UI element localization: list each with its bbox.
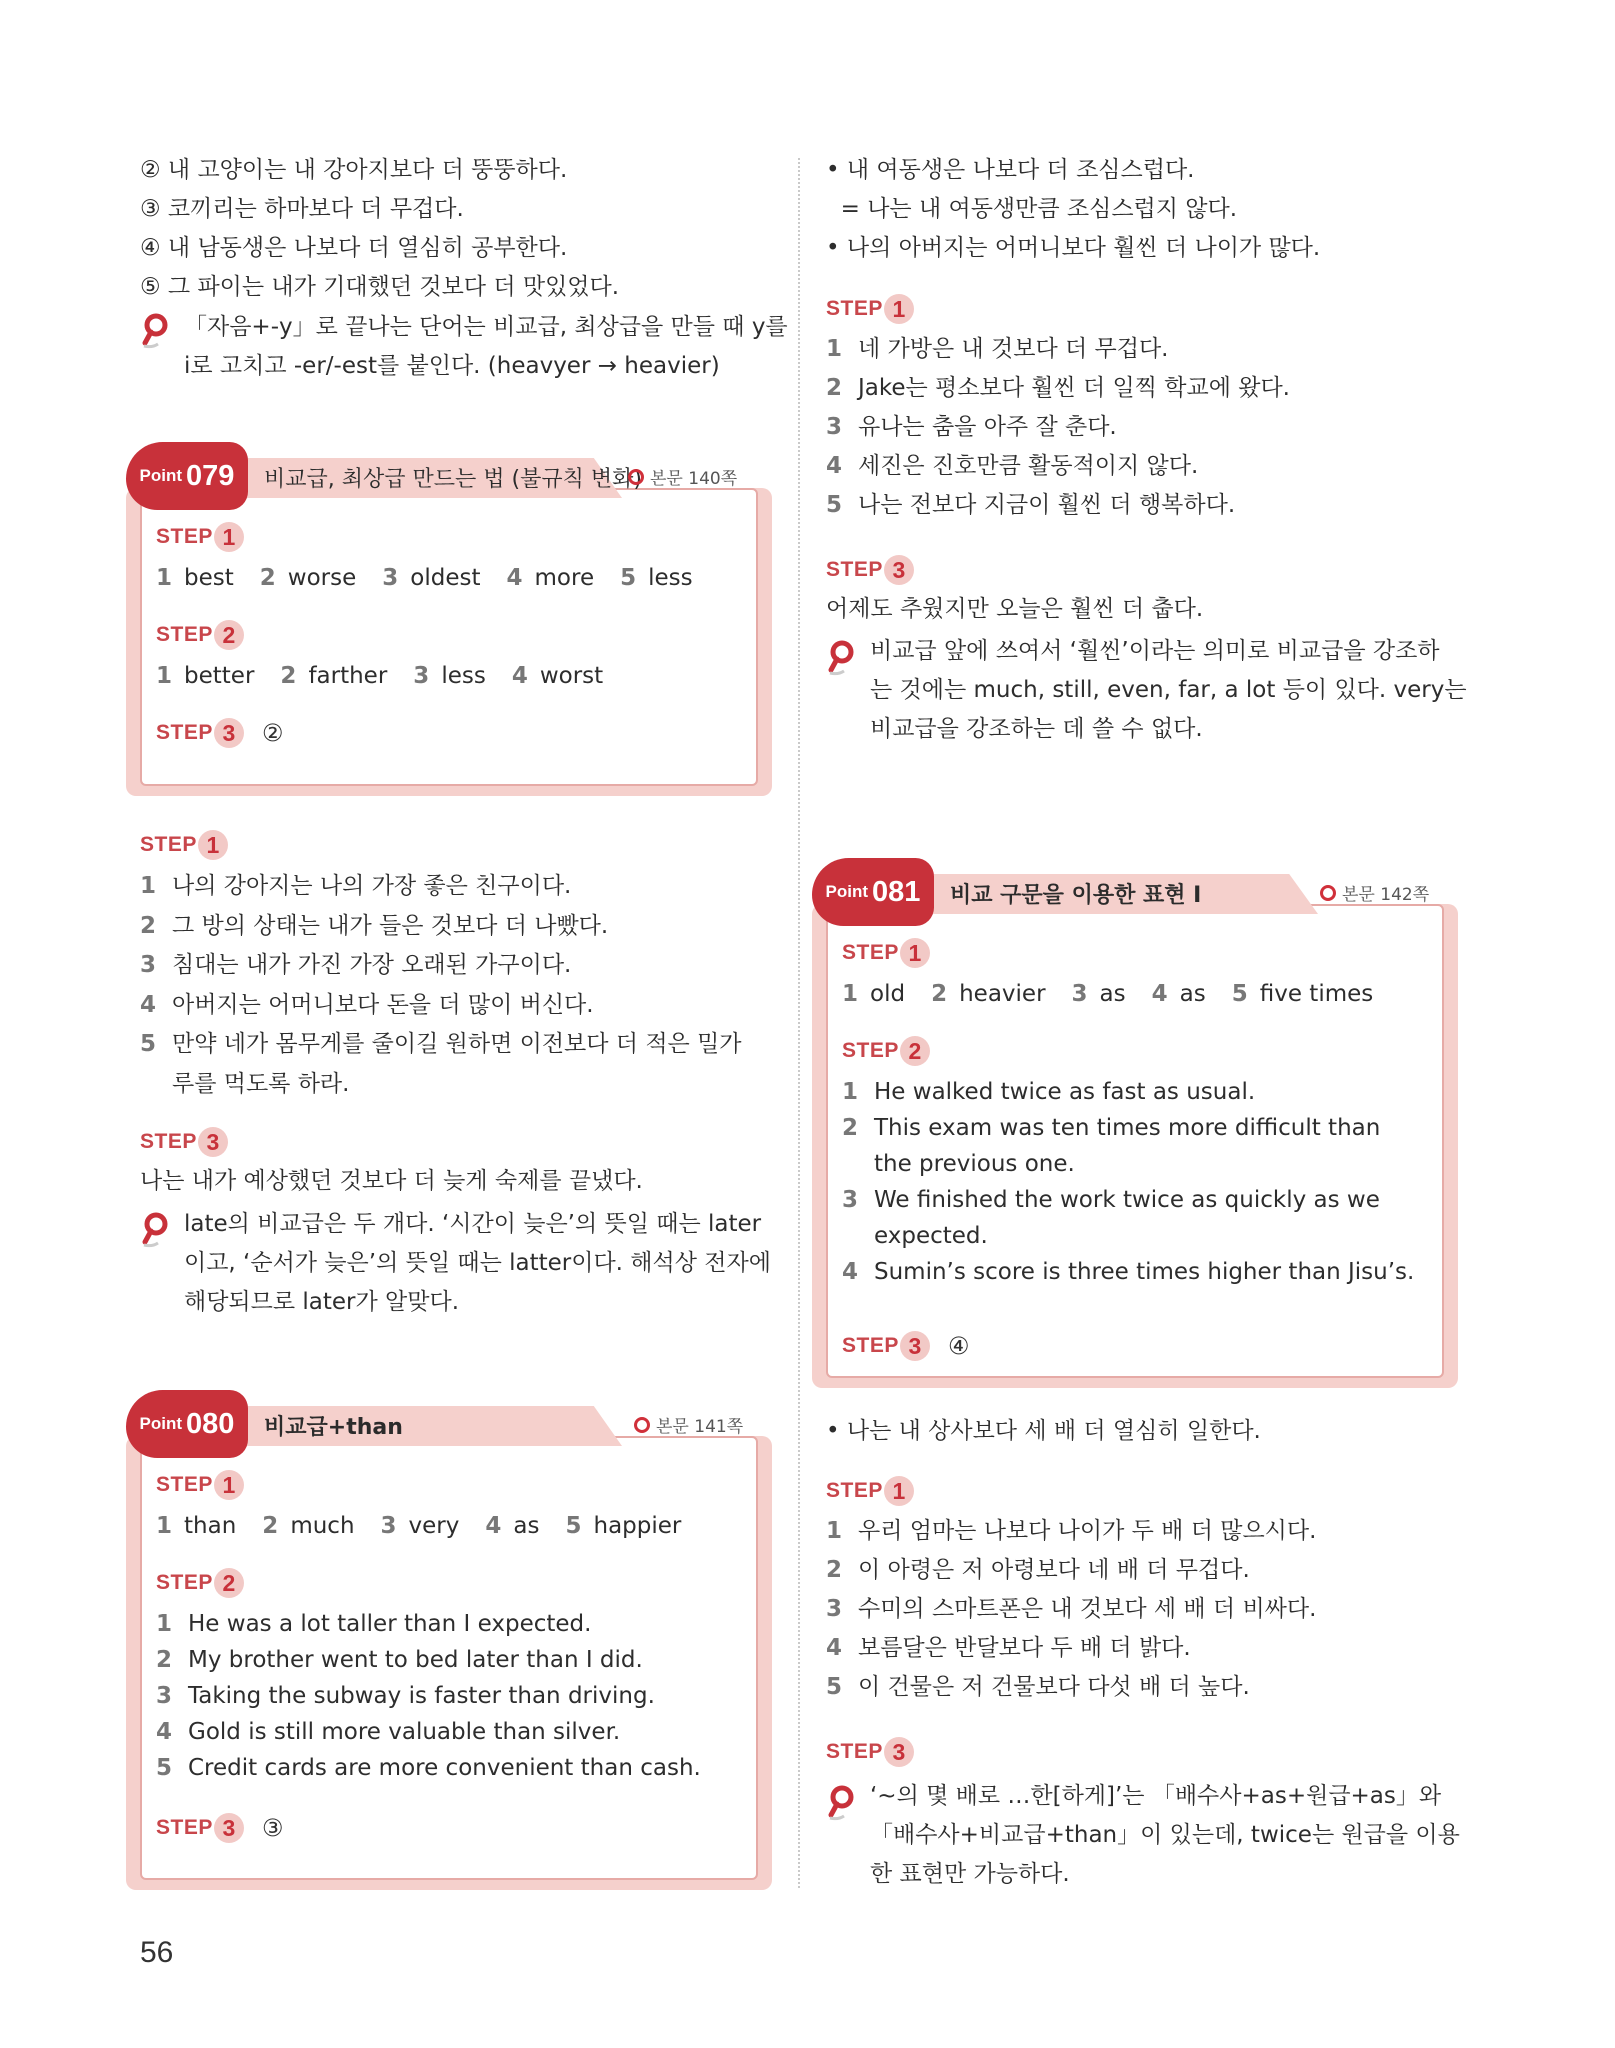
numbered-sentence xyxy=(842,1221,988,1251)
step-label: STEP 1 xyxy=(156,520,244,554)
step-label: STEP 1 xyxy=(156,1468,244,1502)
numbered-sentence xyxy=(140,911,608,941)
sentence-text: 유나는 춤을 아주 잘 춘다. xyxy=(858,414,1117,440)
answer-item: as xyxy=(1099,981,1126,1007)
step3-answer: ② xyxy=(261,719,284,747)
answer-item: worst xyxy=(539,663,604,689)
answer-item: as xyxy=(1179,981,1206,1007)
step-label: STEP 2 xyxy=(156,1566,244,1600)
sentence-text: Sumin’s score is three times higher than Jisu’s. xyxy=(874,1259,1415,1285)
tip-line: 한 표현만 가능하다. xyxy=(870,1861,1070,1887)
column-divider xyxy=(798,158,800,1888)
numbered-sentence xyxy=(842,1113,1380,1143)
key-tip-icon xyxy=(140,313,170,353)
tip-line: 는 것에는 much, still, even, far, a lot 등이 있다. very는 xyxy=(870,677,1467,703)
step-label: STEP 2 xyxy=(156,618,244,652)
sentence-text: 보름달은 반달보다 두 배 더 밝다. xyxy=(858,1635,1191,1661)
point-079-ref: 본문 140쪽 xyxy=(628,464,737,489)
answer-item: farther xyxy=(308,663,388,689)
item-number: 5 xyxy=(140,1031,157,1057)
bullet-line: • 내 여동생은 나보다 더 조심스럽다. xyxy=(826,157,1195,183)
key-tip-icon xyxy=(826,640,856,680)
tip-line: 「자음+-y」로 끝나는 단어는 비교급, 최상급을 만들 때 y를 xyxy=(184,314,788,340)
sentence-text: Taking the subway is faster than driving. xyxy=(188,1683,655,1709)
step1-answers xyxy=(842,979,1399,1009)
numbered-sentence xyxy=(826,373,1290,403)
bullet-line: = 나는 내 여동생만큼 조심스럽지 않다. xyxy=(826,196,1238,222)
sentence-text: 침대는 내가 가진 가장 오래된 가구이다. xyxy=(172,952,572,978)
answer-item: more xyxy=(534,565,595,591)
step-label: STEP 1 xyxy=(826,292,914,326)
item-number: 3 xyxy=(842,1187,859,1213)
ref-marker-icon xyxy=(628,469,644,485)
step-label: STEP 3 ④ xyxy=(842,1332,970,1360)
answer-item: best xyxy=(184,565,234,591)
step-label: STEP 1 xyxy=(826,1474,914,1508)
step3-answer: ③ xyxy=(261,1814,284,1842)
bullet-line: • 나는 내 상사보다 세 배 더 열심히 일한다. xyxy=(826,1418,1261,1444)
item-number: 1 xyxy=(842,1079,859,1105)
answer-item: very xyxy=(408,1513,460,1539)
sentence-text: 수미의 스마트폰은 내 것보다 세 배 더 비싸다. xyxy=(858,1596,1317,1622)
item-number: 3 xyxy=(1071,981,1088,1007)
point-081-title: 비교 구문을 이용한 표현 I xyxy=(950,883,1202,908)
item-number: 5 xyxy=(1231,981,1248,1007)
sentence-text: 네 가방은 내 것보다 더 무겁다. xyxy=(858,336,1169,362)
answer-item: much xyxy=(290,1513,355,1539)
item-number: 4 xyxy=(842,1259,859,1285)
tip-line: 「배수사+비교급+than」이 있는데, twice는 원급을 이용 xyxy=(870,1822,1460,1848)
page-number: 56 xyxy=(140,1936,174,1969)
numbered-sentence xyxy=(156,1645,643,1675)
intro-line: ③ 코끼리는 하마보다 더 무겁다. xyxy=(140,196,464,222)
point-081-box xyxy=(812,858,1458,1378)
item-number: 2 xyxy=(280,663,297,689)
item-number: 4 xyxy=(511,663,528,689)
item-number: 4 xyxy=(1151,981,1168,1007)
sentence-text: We finished the work twice as quickly as we xyxy=(874,1187,1380,1213)
point-080-ref: 본문 141쪽 xyxy=(634,1412,743,1437)
sentence-text: 만약 네가 몸무게를 줄이길 원하면 이전보다 더 적은 밀가 xyxy=(172,1031,742,1057)
item-number: 4 xyxy=(140,991,157,1018)
answer-item: worse xyxy=(287,565,357,591)
step2-answers xyxy=(156,661,629,691)
sentence-text: 나는 전보다 지금이 훨씬 더 행복하다. xyxy=(858,492,1236,518)
sentence-text: expected. xyxy=(874,1223,988,1249)
tip-note xyxy=(184,1205,771,1322)
numbered-sentence xyxy=(826,1594,1316,1624)
answer-item: five times xyxy=(1259,981,1374,1007)
tip-line: i로 고치고 -er/-est를 붙인다. (heavyer → heavier) xyxy=(184,353,720,379)
tip-note xyxy=(870,632,1467,749)
sentence-text: 루를 먹도록 하라. xyxy=(172,1070,350,1097)
numbered-sentence xyxy=(826,334,1168,364)
numbered-sentence xyxy=(842,1077,1255,1107)
numbered-sentence xyxy=(156,1753,701,1783)
sentence-text: 나의 강아지는 나의 가장 좋은 친구이다. xyxy=(172,873,572,899)
sentence-text: Gold is still more valuable than silver. xyxy=(188,1719,621,1745)
point-080-title: 비교급+than xyxy=(264,1415,403,1440)
item-number: 4 xyxy=(826,453,843,479)
sentence-text: This exam was ten times more difficult than xyxy=(874,1115,1381,1141)
item-number: 2 xyxy=(140,912,157,939)
numbered-sentence xyxy=(140,950,571,980)
step3-sentence: 어제도 추웠지만 오늘은 훨씬 더 춥다. xyxy=(826,596,1204,622)
item-number: 3 xyxy=(826,414,843,440)
item-number: 1 xyxy=(140,873,157,899)
numbered-sentence xyxy=(140,871,571,901)
sentence-text: 아버지는 어머니보다 돈을 더 많이 버신다. xyxy=(172,991,594,1018)
numbered-sentence xyxy=(140,1029,742,1059)
numbered-sentence xyxy=(826,490,1235,520)
tip-line: 이고, ‘순서가 늦은’의 뜻일 때는 latter이다. 해석상 전자에 xyxy=(184,1250,771,1276)
numbered-sentence xyxy=(842,1257,1414,1287)
step1-answers xyxy=(156,1511,707,1541)
numbered-sentence xyxy=(826,1672,1250,1702)
point-079-title: 비교급, 최상급 만드는 법 (불규칙 변화) xyxy=(264,467,642,492)
item-number: 2 xyxy=(156,1647,173,1673)
tip-note xyxy=(870,1777,1460,1894)
item-number: 2 xyxy=(259,565,276,591)
numbered-sentence xyxy=(140,1069,349,1099)
answer-item: than xyxy=(184,1513,237,1539)
tip-line: late의 비교급은 두 개다. ‘시간이 늦은’의 뜻일 때는 later xyxy=(184,1211,762,1237)
item-number: 4 xyxy=(826,1635,843,1661)
numbered-sentence xyxy=(140,990,594,1020)
answer-item: less xyxy=(441,663,486,689)
sentence-text: Credit cards are more convenient than cash. xyxy=(188,1755,701,1781)
numbered-sentence xyxy=(826,412,1117,442)
item-number: 3 xyxy=(140,952,157,978)
bullet-line: • 나의 아버지는 어머니보다 훨씬 더 나이가 많다. xyxy=(826,235,1321,261)
item-number: 2 xyxy=(262,1513,279,1539)
sentence-text: 그 방의 상태는 내가 들은 것보다 더 나빴다. xyxy=(172,912,609,939)
item-number: 5 xyxy=(826,1674,843,1700)
point-079-badge: Point 079 xyxy=(126,442,248,510)
item-number: 1 xyxy=(156,565,173,591)
item-number: 2 xyxy=(931,981,948,1007)
item-number: 2 xyxy=(826,1557,843,1583)
sentence-text: 우리 엄마는 나보다 나이가 두 배 더 많으시다. xyxy=(858,1518,1317,1544)
step-label: STEP 3 xyxy=(826,553,914,587)
item-number: 1 xyxy=(842,981,859,1007)
item-number: 1 xyxy=(156,663,173,689)
item-number: 2 xyxy=(842,1115,859,1141)
numbered-sentence xyxy=(156,1609,591,1639)
tip-line: 해당되므로 later가 알맞다. xyxy=(184,1289,460,1315)
item-number: 5 xyxy=(620,565,637,591)
item-number: 2 xyxy=(826,375,843,401)
answer-item: old xyxy=(870,981,906,1007)
item-number: 5 xyxy=(565,1513,582,1539)
answer-item: as xyxy=(513,1513,540,1539)
tip-line: ‘~의 몇 배로 …한[하게]’는 「배수사+as+원급+as」와 xyxy=(870,1783,1442,1809)
key-tip-icon xyxy=(826,1785,856,1825)
answer-item: happier xyxy=(593,1513,682,1539)
ref-marker-icon xyxy=(634,1417,650,1433)
sentence-text: He was a lot taller than I expected. xyxy=(188,1611,592,1637)
numbered-sentence xyxy=(826,1633,1191,1663)
answer-item: heavier xyxy=(959,981,1046,1007)
item-number: 4 xyxy=(156,1719,173,1745)
point-081-ref: 본문 142쪽 xyxy=(1320,880,1429,905)
item-number: 1 xyxy=(826,336,843,362)
key-tip-icon xyxy=(140,1212,170,1252)
item-number: 4 xyxy=(506,565,523,591)
point-080-box xyxy=(126,1390,772,1880)
numbered-sentence xyxy=(842,1149,1075,1179)
step-label: STEP 3 ③ xyxy=(156,1814,284,1842)
point-080-badge: Point 080 xyxy=(126,1390,248,1458)
ref-marker-icon xyxy=(1320,885,1336,901)
sentence-text: 이 건물은 저 건물보다 다섯 배 더 높다. xyxy=(858,1674,1250,1700)
intro-line: ⑤ 그 파이는 내가 기대했던 것보다 더 맛있었다. xyxy=(140,274,620,300)
item-number: 1 xyxy=(826,1518,843,1544)
numbered-sentence xyxy=(842,1185,1380,1215)
item-number: 3 xyxy=(413,663,430,689)
tip-line: 비교급을 강조하는 데 쓸 수 없다. xyxy=(870,716,1203,742)
item-number: 1 xyxy=(156,1611,173,1637)
numbered-sentence xyxy=(826,1555,1250,1585)
item-number: 4 xyxy=(485,1513,502,1539)
answer-item: less xyxy=(648,565,693,591)
sentence-text: 이 아령은 저 아령보다 네 배 더 무겁다. xyxy=(858,1557,1250,1583)
point-081-badge: Point 081 xyxy=(812,858,934,926)
sentence-text: My brother went to bed later than I did. xyxy=(188,1647,643,1673)
intro-line: ② 내 고양이는 내 강아지보다 더 뚱뚱하다. xyxy=(140,157,568,183)
item-number: 3 xyxy=(380,1513,397,1539)
step-label: STEP 1 xyxy=(140,828,228,862)
numbered-sentence xyxy=(156,1717,620,1747)
step-label: STEP 3 xyxy=(826,1735,914,1769)
tip-note xyxy=(184,308,788,386)
intro-line: ④ 내 남동생은 나보다 더 열심히 공부한다. xyxy=(140,235,568,261)
sentence-text: the previous one. xyxy=(874,1151,1075,1177)
step-label: STEP 3 xyxy=(140,1125,228,1159)
sentence-text: He walked twice as fast as usual. xyxy=(874,1079,1256,1105)
step1-answers xyxy=(156,563,719,593)
tip-line: 비교급 앞에 쓰여서 ‘훨씬’이라는 의미로 비교급을 강조하 xyxy=(870,638,1440,664)
step-label: STEP 3 ② xyxy=(156,719,284,747)
item-number: 3 xyxy=(826,1596,843,1622)
numbered-sentence xyxy=(156,1681,655,1711)
answer-item: oldest xyxy=(410,565,481,591)
numbered-sentence xyxy=(826,451,1198,481)
numbered-sentence xyxy=(826,1516,1316,1546)
item-number: 5 xyxy=(156,1755,173,1781)
item-number: 3 xyxy=(156,1683,173,1709)
step3-answer: ④ xyxy=(947,1332,970,1360)
item-number: 5 xyxy=(826,492,843,518)
step-label: STEP 2 xyxy=(842,1034,930,1068)
item-number: 3 xyxy=(382,565,399,591)
sentence-text: 세진은 진호만큼 활동적이지 않다. xyxy=(858,453,1199,479)
item-number: 1 xyxy=(156,1513,173,1539)
sentence-text: Jake는 평소보다 훨씬 더 일찍 학교에 왔다. xyxy=(858,375,1290,401)
step-label: STEP 1 xyxy=(842,936,930,970)
point-079-box xyxy=(126,442,772,786)
step3-sentence: 나는 내가 예상했던 것보다 더 늦게 숙제를 끝냈다. xyxy=(140,1168,643,1194)
answer-item: better xyxy=(184,663,255,689)
